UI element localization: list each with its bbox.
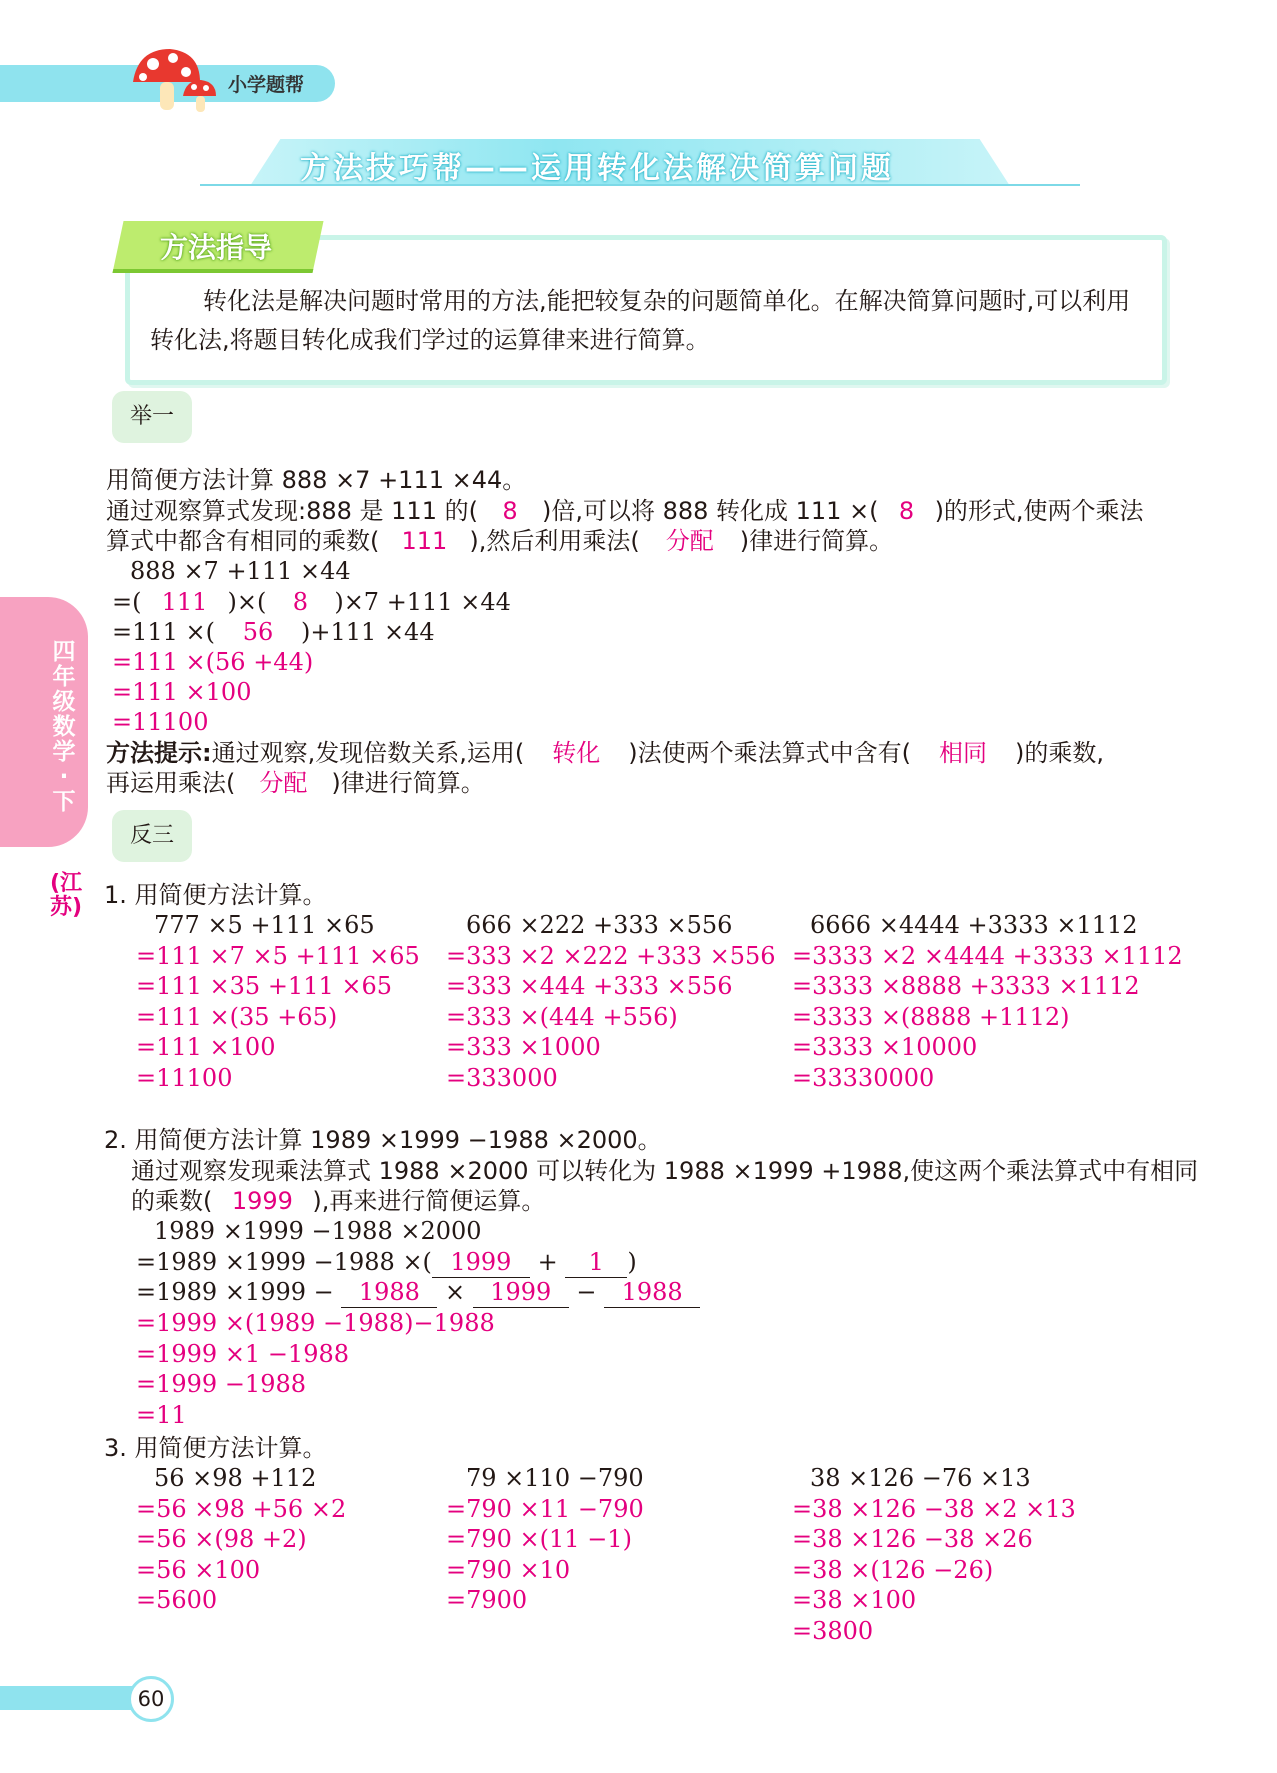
q2-step-4: =1999 ×1 −1988 <box>136 1339 350 1368</box>
q1-step-2-5: =333000 <box>446 1063 558 1092</box>
q1-step-1-5: =11100 <box>136 1063 233 1092</box>
example-step-5: =11100 <box>112 708 209 736</box>
side-tab-region: (江苏) <box>50 871 83 920</box>
q3-title: 3. 用简便方法计算。 <box>104 1434 327 1462</box>
q1-step-2-1: =333 ×2 ×222 +333 ×556 <box>446 941 776 970</box>
q1-step-1-1: =111 ×7 ×5 +111 ×65 <box>136 941 420 970</box>
q1-step-1-3: =111 ×(35 +65) <box>136 1002 338 1031</box>
q2-step-6: =11 <box>136 1400 187 1429</box>
q3-expr-3: 38 ×126 −76 ×13 <box>810 1464 1031 1492</box>
q1-step-2-2: =333 ×444 +333 ×556 <box>446 972 733 1000</box>
q3-step-3-2: =38 ×126 −38 ×26 <box>792 1525 1033 1553</box>
q3-expr-1: 56 ×98 +112 <box>154 1464 317 1492</box>
page-title: 方法技巧帮——运用转化法解决简算问题 <box>300 151 894 186</box>
example-question: 用简便方法计算 888 ×7 +111 ×44。 <box>106 466 527 494</box>
example-step-1: =( 111 )×( 8 )×7 +111 ×44 <box>112 588 511 616</box>
q2-step-1: =1989 ×1999 −1988 ×( 1999 + 1 ) <box>136 1248 637 1276</box>
method-tip-line-1: 方法提示:通过观察,发现倍数关系,运用( 转化 )法使两个乘法算式中含有( 相同 )的乘数, <box>106 739 1104 767</box>
q3-step-1-3: =56 ×100 <box>136 1555 261 1584</box>
q3-step-2-2: =790 ×(11 −1) <box>446 1525 632 1553</box>
brand-name: 小学题帮 <box>228 74 305 96</box>
q3-expr-2: 79 ×110 −790 <box>466 1464 644 1492</box>
q1-step-2-4: =333 ×1000 <box>446 1033 601 1061</box>
q1-step-3-5: =33330000 <box>792 1063 935 1092</box>
q2-step-0: 1989 ×1999 −1988 ×2000 <box>154 1217 482 1245</box>
q3-step-1-2: =56 ×(98 +2) <box>136 1525 307 1553</box>
q2-title: 2. 用简便方法计算 1989 ×1999 −1988 ×2000。 <box>104 1126 662 1154</box>
q1-expr-2: 666 ×222 +333 ×556 <box>466 911 733 939</box>
q3-step-3-5: =3800 <box>792 1616 874 1645</box>
page-bar <box>0 1686 140 1710</box>
example-step-3: =111 ×(56 +44) <box>112 648 314 676</box>
q3-step-3-4: =38 ×100 <box>792 1586 917 1614</box>
q1-title: 1. 用简便方法计算。 <box>104 881 327 909</box>
method-guide-text: 转化法是解决问题时常用的方法,能把较复杂的问题简单化。在解决简算问题时,可以利用转化法,将题目转化成我们学过的运算律来进行简算。 <box>150 287 1131 354</box>
q3-step-1-1: =56 ×98 +56 ×2 <box>136 1494 347 1523</box>
q1-expr-3: 6666 ×4444 +3333 ×1112 <box>810 911 1138 939</box>
q1-step-3-1: =3333 ×2 ×4444 +3333 ×1112 <box>792 941 1183 970</box>
q1-step-3-3: =3333 ×(8888 +1112) <box>792 1002 1070 1031</box>
q3-step-1-4: =5600 <box>136 1586 218 1614</box>
example-line-2: 算式中都含有相同的乘数( 111 ),然后利用乘法( 分配 )律进行简算。 <box>106 527 894 555</box>
method-guide-label: 方法指导 <box>160 231 273 264</box>
q1-step-3-4: =3333 ×10000 <box>792 1033 978 1061</box>
q3-step-3-3: =38 ×(126 −26) <box>792 1555 994 1584</box>
q3-step-3-1: =38 ×126 −38 ×2 ×13 <box>792 1494 1076 1523</box>
q2-step-2: =1989 ×1999 − 1988 × 1999 − 1988 <box>136 1277 700 1308</box>
example-step-2: =111 ×( 56 )+111 ×44 <box>112 618 435 646</box>
q2-line-1: 通过观察发现乘法算式 1988 ×2000 可以转化为 1988 ×1999 +1988,使这两个乘法算式中有相同 <box>131 1157 1199 1185</box>
q1-expr-1: 777 ×5 +111 ×65 <box>154 911 375 939</box>
q2-line-2: 的乘数( 1999 ),再来进行简便运算。 <box>131 1187 546 1215</box>
page-number: 60 <box>128 1676 174 1722</box>
example-line-1: 通过观察算式发现:888 是 111 的( 8 )倍,可以将 888 转化成 111 ×( 8 )的形式,使两个乘法 <box>106 497 1144 525</box>
q3-step-2-3: =790 ×10 <box>446 1555 571 1584</box>
example-step-0: 888 ×7 +111 ×44 <box>130 557 351 585</box>
example-step-4: =111 ×100 <box>112 678 252 706</box>
q1-step-3-2: =3333 ×8888 +3333 ×1112 <box>792 972 1140 1000</box>
side-tab-grade: 四年级数学·下 <box>52 639 76 815</box>
q1-step-2-3: =333 ×(444 +556) <box>446 1002 678 1031</box>
q3-step-2-4: =7900 <box>446 1586 528 1614</box>
q2-step-5: =1999 −1988 <box>136 1370 307 1398</box>
example-tab: 举一 <box>112 391 192 443</box>
mushroom-logo-icon <box>128 44 218 116</box>
practice-tab: 反三 <box>112 810 192 862</box>
q1-step-1-4: =111 ×100 <box>136 1033 276 1061</box>
method-tip-line-2: 再运用乘法( 分配 )律进行简算。 <box>106 769 485 797</box>
q3-step-2-1: =790 ×11 −790 <box>446 1494 644 1523</box>
q2-step-3: =1999 ×(1989 −1988)−1988 <box>136 1309 495 1337</box>
q1-step-1-2: =111 ×35 +111 ×65 <box>136 972 393 1000</box>
